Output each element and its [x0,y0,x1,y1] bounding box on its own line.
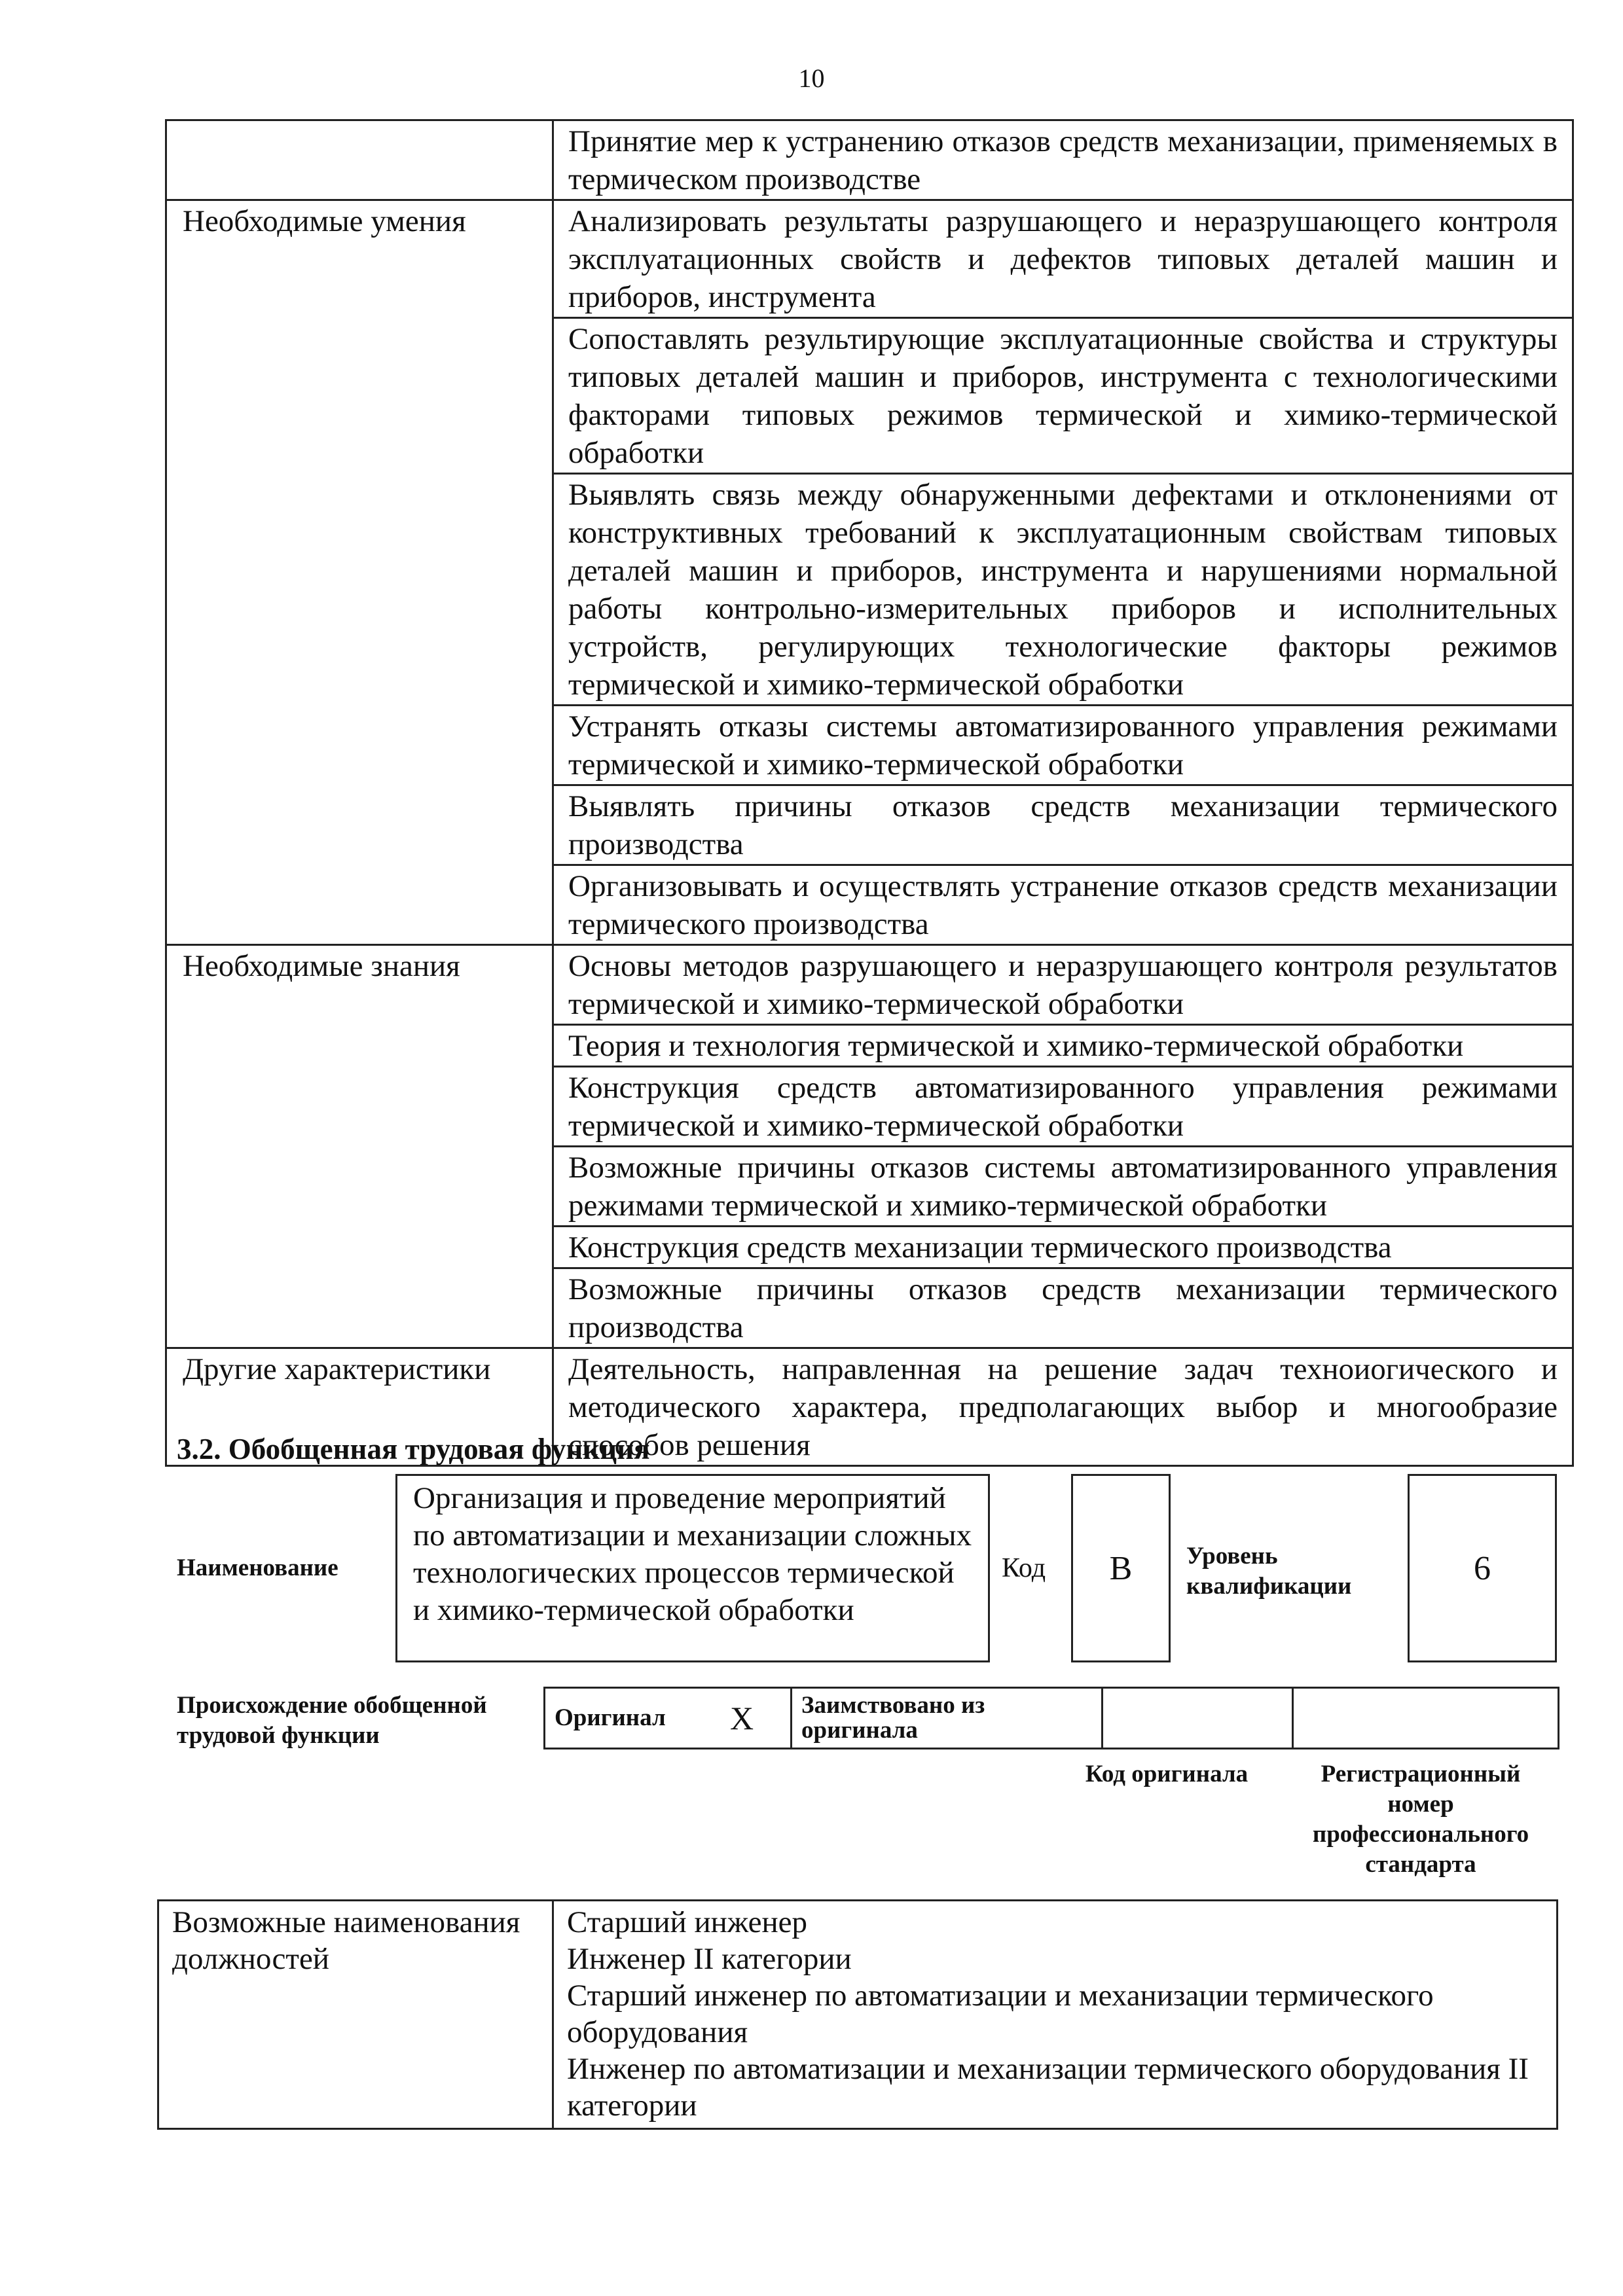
row-item: Деятельность, направленная на решение задач техноиогического и методического характера, предполагающих выбор и многообразие способов решения [553,1348,1573,1466]
position-item: Инженер II категории [567,1942,852,1976]
row-label: Необходимые умения [166,200,553,945]
table-row [166,200,1573,318]
row-item: Конструкция средств автоматизированного управления режимами термической и химико-термической обработки [553,1067,1573,1147]
row-item: Конструкция средств механизации термического производства [553,1227,1573,1268]
row-label [166,120,553,200]
section-title: 3.2. Обобщенная трудовая функция [177,1433,650,1465]
row-item: Принятие мер к устранению отказов средств механизации, применяемых в термическом производстве [553,120,1573,200]
reg-caption: Регистрационный номер профессионального стандарта [1312,1761,1529,1878]
borrowed-label: Заимствовано из оригинала [792,1688,1103,1749]
row-label: Необходимые знания [166,945,553,1348]
competencies-table [165,119,1574,1467]
function-name-box: Организация и проведение мероприятий по автоматизации и механизации сложных технологических процессов термической и химико-термической обработки [395,1474,990,1662]
row-label: Другие характеристики [166,1348,553,1466]
row-item: Сопоставлять результирующие эксплуатационные свойства и структуры типовых деталей машин и приборов, инструмента с технологическими факторами типовых режимов термической и химико-термической обработки [553,318,1573,474]
table-row [166,945,1573,1025]
page-number: 10 [798,63,825,93]
position-item: Старший инженер [567,1905,807,1939]
table-row [166,120,1573,200]
row-item: Основы методов разрушающего и неразрушающего контроля результатов термической и химико-термической обработки [553,945,1573,1025]
positions-table [157,1899,1558,2130]
row-item: Возможные причины отказов системы автоматизированного управления режимами термической и химико-термической обработки [553,1147,1573,1227]
reg-number-cell [1293,1688,1559,1749]
positions-label: Возможные наименования должностей [158,1901,553,2129]
row-item: Устранять отказы системы автоматизированного управления режимами термической и химико-термической обработки [553,706,1573,785]
original-code-cell [1103,1688,1293,1749]
position-item: Старший инженер по автоматизации и механизации термического оборудования [567,1979,1434,2049]
row-item: Организовывать и осуществлять устранение отказов средств механизации термического производства [553,865,1573,945]
row-item: Выявлять связь между обнаруженными дефектами и отклонениями от конструктивных требований к эксплуатационным свойствам типовых деталей машин и приборов, инструмента и нарушениями нормальной работы контрольно-измерительных приборов и исполнительных устройств, регулирующих технологические факторы режимов термической и химико-термической обработки [553,474,1573,706]
origin-table [543,1687,1559,1749]
name-label: Наименование [177,1554,338,1581]
row-item: Анализировать результаты разрушающего и неразрушающего контроля эксплуатационных свойств и дефектов типовых деталей машин и приборов, инструмента [553,200,1573,318]
level-label: Уровень квалификации [1186,1543,1352,1600]
code-value-box: В [1071,1474,1171,1662]
original-mark: X [721,1688,792,1749]
code-label: Код [1002,1553,1046,1583]
level-value-box: 6 [1408,1474,1557,1662]
positions-list [553,1901,1558,2129]
row-item: Выявлять причины отказов средств механизации термического производства [553,785,1573,865]
original-label: Оригинал [545,1688,721,1749]
code-caption: Код оригинала [1085,1761,1249,1787]
row-item: Теория и технология термической и химико-термической обработки [553,1025,1573,1067]
row-item: Возможные причины отказов средств механизации термического производства [553,1268,1573,1348]
position-item: Инженер по автоматизации и механизации термического оборудования II категории [567,2052,1529,2123]
origin-label: Происхождение обобщенной трудовой функции [177,1692,487,1749]
